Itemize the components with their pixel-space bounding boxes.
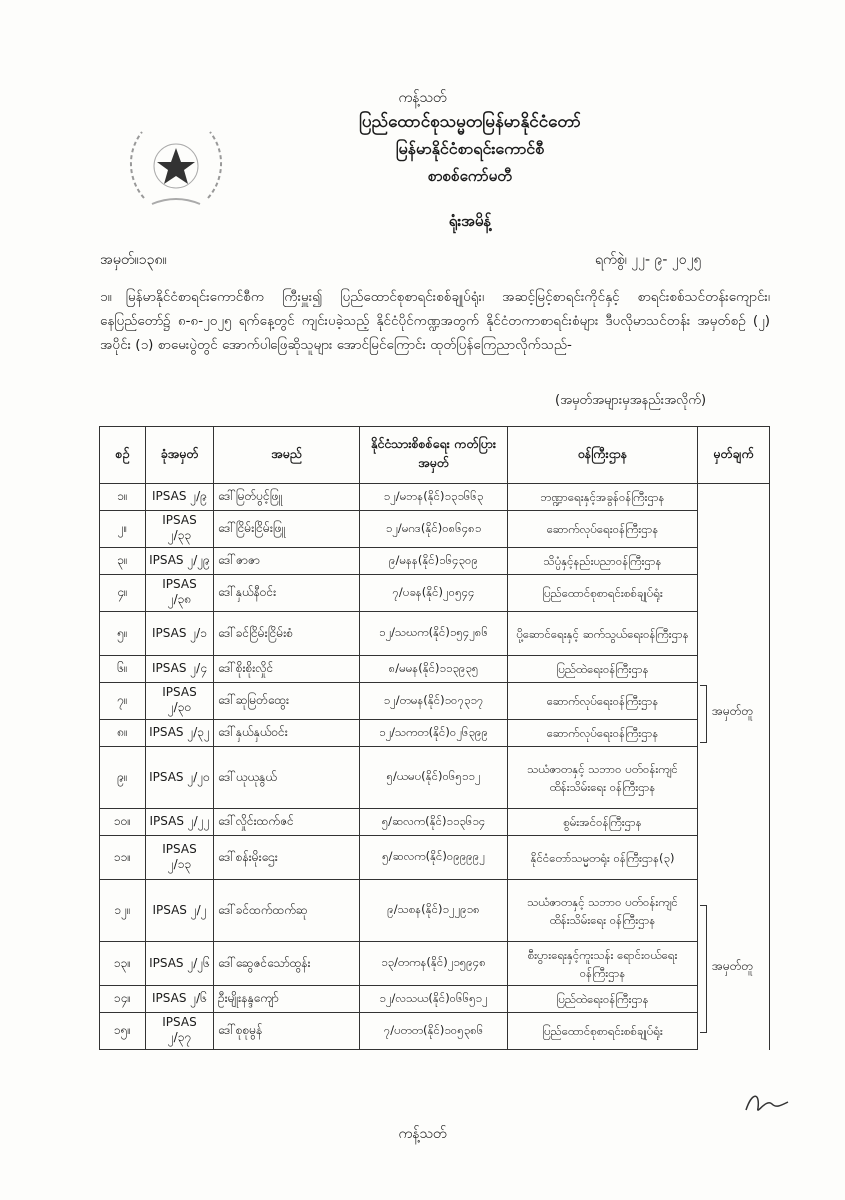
roll-number: IPSAS ၂/၁	[146, 612, 214, 656]
col-header-nrc: နိုင်ငံသားစိစစ်ရေး ကတ်ပြားအမှတ်	[360, 427, 508, 484]
candidate-name: ဒေါ်ဆုမြတ်ထွေး	[214, 683, 360, 720]
candidate-name: ဒေါ်ခင်ထက်ထက်ဆု	[214, 880, 360, 942]
nrc-number: ၇/ပခန(နိုင်)၂၀၅၄၄	[360, 575, 508, 612]
row-number: ၁၃။	[100, 942, 146, 986]
paragraph-text: မြန်မာနိုင်ငံစာရင်းကောင်စီက ကြီးမှူး၍ ပြည်ထောင်စုစာရင်းစစ်ချုပ်ရုံး၊ အဆင့်မြင့်စာရင်းကိုင်နှင့် စာရင်းစစ်သင်တန်းကျောင်း၊ နေပြည်တော်၌ ၈-၈-၂၀၂၅ ရက်နေ့တွင် ကျင်းပခဲ့သည့် နိုင်ငံပိုင်ကဏ္ဍအတွက် နိုင်ငံတကာစာရင်းစံများ ဒီပလိုမာသင်တန်း အမှတ်စဉ် (၂) အပိုင်း (၁) စာမေးပွဲတွင် အောက်ပါဖြေဆိုသူများ အောင်မြင်ကြောင်း ထုတ်ပြန်ကြေညာလိုက်သည်-	[100, 289, 770, 353]
roll-number: IPSAS ၂/၂၀	[146, 747, 214, 809]
nrc-number: ၉/မနန(နိုင်)၁၆၄၃၀၉	[360, 548, 508, 575]
row-number: ၁။	[100, 484, 146, 511]
remark-cell	[698, 656, 770, 683]
roll-number: IPSAS ၂/၃၂	[146, 720, 214, 747]
candidate-name: ဒေါ်မြတ်ပွင့်ဖြူ	[214, 484, 360, 511]
table-body	[100, 484, 770, 1050]
roll-number: IPSAS ၂/၆	[146, 986, 214, 1013]
ministry-name: ပို့ဆောင်ရေးနှင့် ဆက်သွယ်ရေးဝန်ကြီးဌာန	[508, 612, 698, 656]
row-number: ၁၂။	[100, 880, 146, 942]
nrc-number: ၅/ဆလက(နိုင်)၁၁၃၆၁၄	[360, 809, 508, 836]
announcement-paragraph	[100, 285, 770, 357]
remark-bracket	[700, 905, 707, 1033]
table-row	[100, 575, 770, 612]
row-number: ၉။	[100, 747, 146, 809]
table-header-row	[100, 427, 770, 484]
title-council: မြန်မာနိုင်ငံစာရင်းကောင်စီ	[395, 139, 545, 158]
candidate-name: ဒေါ်ဆွေဇင်သော်ထွန်း	[214, 942, 360, 986]
col-header-roll: ခုံအမှတ်	[146, 427, 214, 484]
row-number: ၁၅။	[100, 1013, 146, 1050]
table-row	[100, 809, 770, 836]
row-number: ၁၀။	[100, 809, 146, 836]
table-row	[100, 720, 770, 747]
table-row	[100, 484, 770, 511]
table-row	[100, 548, 770, 575]
col-header-remark: မှတ်ချက်	[698, 427, 770, 484]
roll-number: IPSAS ၂/၄	[146, 656, 214, 683]
row-number: ၃။	[100, 548, 146, 575]
ministry-name: သယံဇာတနှင့် သဘာဝ ပတ်ဝန်းကျင် ထိန်းသိမ်းရေး ဝန်ကြီးဌာန	[508, 880, 698, 942]
candidate-name: ဒေါ်လှိုင်းထက်ဇင်	[214, 809, 360, 836]
title-office-order: ရုံးအမိန့်	[448, 212, 492, 230]
remark-cell	[698, 1013, 770, 1050]
roll-number: IPSAS ၂/၂၂	[146, 809, 214, 836]
title-committee: စာစစ်ကော်မတီ	[428, 167, 512, 185]
roll-number: IPSAS ၂/၂၆	[146, 942, 214, 986]
ministry-name: ပြည်ထောင်စုစာရင်းစစ်ချုပ်ရုံး	[508, 1013, 698, 1050]
row-number: ၈။	[100, 720, 146, 747]
reference-number: အမှတ်။၁၃၈။	[100, 252, 167, 268]
candidate-name: ဒေါ်ငြိမ်းငြိမ်းဖြူ	[214, 511, 360, 548]
remark-bracket	[700, 685, 707, 743]
title-republic: ပြည်ထောင်စုသမ္မတမြန်မာနိုင်ငံတော်	[359, 112, 581, 132]
ordering-note: (အမှတ်အများမှအနည်းအလိုက်)	[555, 393, 707, 408]
table-row	[100, 612, 770, 656]
table-row	[100, 656, 770, 683]
nrc-number: ၁၂/လသယ(နိုင်)၀၆၆၅၁၂	[360, 986, 508, 1013]
col-header-name: အမည်	[214, 427, 360, 484]
candidate-name: ဒေါ်စန်းမိုးဌေး	[214, 836, 360, 880]
table-row	[100, 986, 770, 1013]
ministry-name: ဘဏ္ဍာရေးနှင့်အခွန်ဝန်ကြီးဌာန	[508, 484, 698, 511]
row-number: ၆။	[100, 656, 146, 683]
roll-number: IPSAS ၂/၃၈	[146, 575, 214, 612]
row-number: ၁၄။	[100, 986, 146, 1013]
candidate-name: ဒေါ်စုစုမွန်	[214, 1013, 360, 1050]
roll-number: IPSAS ၂/၂၉	[146, 548, 214, 575]
candidate-name: ဒေါ်ယုယုနွယ်	[214, 747, 360, 809]
table-row	[100, 942, 770, 986]
ministry-name: နိုင်ငံတော်သမ္မတရုံး ဝန်ကြီးဌာန(၃)	[508, 836, 698, 880]
nrc-number: ၇/ပတတ(နိုင်)၁၀၅၃၈၆	[360, 1013, 508, 1050]
ministry-name: ဆောက်လုပ်ရေးဝန်ကြီးဌာန	[508, 511, 698, 548]
remark-cell	[698, 484, 770, 511]
roll-number: IPSAS ၂/၃၇	[146, 1013, 214, 1050]
ministry-name: စွမ်းအင်ဝန်ကြီးဌာန	[508, 809, 698, 836]
table-row	[100, 511, 770, 548]
roll-number: IPSAS ၂/၃၀	[146, 683, 214, 720]
nrc-number: ၁၃/တကန(နိုင်)၂၁၅၉၄၈	[360, 942, 508, 986]
remark-cell	[698, 809, 770, 836]
row-number: ၁၁။	[100, 836, 146, 880]
nrc-number: ၈/မမန(နိုင်)၁၁၃၉၃၅	[360, 656, 508, 683]
remark-cell	[698, 548, 770, 575]
remark-cell	[698, 612, 770, 656]
remark-cell	[698, 986, 770, 1013]
signature-mark	[742, 1088, 792, 1118]
paragraph-number: ၁။	[100, 289, 112, 305]
roll-number: IPSAS ၂/၉	[146, 484, 214, 511]
candidate-name: ဒေါ်ခင်ငြိမ်းငြိမ်းစံ	[214, 612, 360, 656]
state-seal-icon	[122, 118, 230, 214]
row-number: ၇။	[100, 683, 146, 720]
roll-number: IPSAS ၂/၂	[146, 880, 214, 942]
roll-number: IPSAS ၂/၁၃	[146, 836, 214, 880]
nrc-number: ၁၂/မဂဒ(နိုင်)၀၈၆၄၈၁	[360, 511, 508, 548]
nrc-number: ၁၂/သဃက(နိုင်)၁၅၄၂၈၆	[360, 612, 508, 656]
candidate-name: ဒေါ်ဇာဇာ	[214, 548, 360, 575]
nrc-number: ၁၂/မဘန(နိုင်)၁၃၁၆၆၃	[360, 484, 508, 511]
candidate-name: ဦးမျိုးနန္ဒကျော်	[214, 986, 360, 1013]
row-number: ၄။	[100, 575, 146, 612]
ministry-name: ပြည်ထဲရေးဝန်ကြီးဌာန	[508, 986, 698, 1013]
remark-equal-marks: အမှတ်တူ	[712, 959, 754, 973]
remark-cell	[698, 747, 770, 809]
restricted-label-bottom: ကန့်သတ်	[398, 1126, 447, 1142]
remark-cell	[698, 511, 770, 548]
restricted-label-top: ကန့်သတ်	[398, 90, 447, 106]
remark-equal-marks: အမှတ်တူ	[712, 704, 754, 718]
results-table	[99, 426, 770, 1050]
nrc-number: ၅/ယမပ(နိုင်)၀၆၅၁၁၂	[360, 747, 508, 809]
col-header-ministry: ဝန်ကြီးဌာန	[508, 427, 698, 484]
ministry-name: ဆောက်လုပ်ရေးဝန်ကြီးဌာန	[508, 683, 698, 720]
nrc-number: ၅/ဆလက(နိုင်)၀၉၉၉၉၂	[360, 836, 508, 880]
nrc-number: ၁၂/တမန(နိုင်)၁၀၇၃၁၇	[360, 683, 508, 720]
row-number: ၂။	[100, 511, 146, 548]
ministry-name: သိပ္ပံနှင့်နည်းပညာဝန်ကြီးဌာန	[508, 548, 698, 575]
table-row	[100, 1013, 770, 1050]
ministry-name: ပြည်ထောင်စုစာရင်းစစ်ချုပ်ရုံး	[508, 575, 698, 612]
roll-number: IPSAS ၂/၃၃	[146, 511, 214, 548]
ministry-name: စီးပွားရေးနှင့်ကူးသန်း ရောင်းဝယ်ရေးဝန်ကြီးဌာန	[508, 942, 698, 986]
table-row	[100, 683, 770, 720]
table-row	[100, 836, 770, 880]
remark-cell	[698, 575, 770, 612]
document-date: ရက်စွဲ၊ ၂၂- ၉- ၂၀၂၅	[595, 252, 702, 268]
candidate-name: ဒေါ်စိုးစိုးလှိုင်	[214, 656, 360, 683]
ministry-name: ဆောက်လုပ်ရေးဝန်ကြီးဌာန	[508, 720, 698, 747]
candidate-name: ဒေါ်နှယ်နှယ်ဝင်း	[214, 720, 360, 747]
nrc-number: ၁၂/သကတ(နိုင်)၀၂၆၃၉၉	[360, 720, 508, 747]
ministry-name: သယံဇာတနှင့် သဘာဝ ပတ်ဝန်းကျင် ထိန်းသိမ်းရေး ဝန်ကြီးဌာန	[508, 747, 698, 809]
candidate-name: ဒေါ်နှယ်နီဝင်း	[214, 575, 360, 612]
nrc-number: ၉/သစန(နိုင်)၁၂၂၉၁၈	[360, 880, 508, 942]
ministry-name: ပြည်ထဲရေးဝန်ကြီးဌာန	[508, 656, 698, 683]
table-row	[100, 747, 770, 809]
table-row	[100, 880, 770, 942]
row-number: ၅။	[100, 612, 146, 656]
remark-cell	[698, 836, 770, 880]
remark-cell	[698, 880, 770, 942]
remark-cell	[698, 720, 770, 747]
col-header-no: စဉ်	[100, 427, 146, 484]
